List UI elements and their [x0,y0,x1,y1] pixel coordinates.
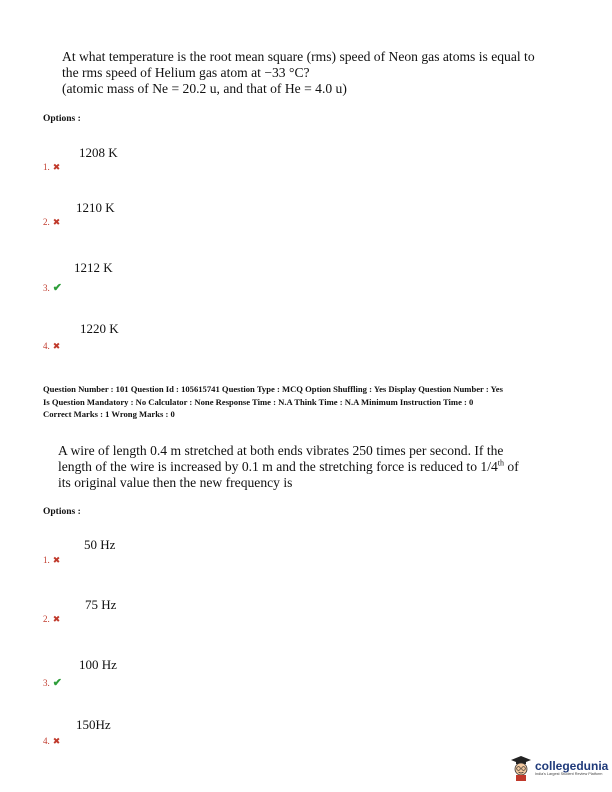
option-number: 2. [43,614,50,624]
question-2-line-2 [58,459,519,475]
option-number: 1. [43,162,50,172]
question-2-option-3-value: 100 Hz [79,657,117,672]
wrong-icon: ✖ [52,162,61,172]
graduate-mascot-icon [510,755,532,781]
question-1-option-4-value: 1220 K [80,321,119,336]
option-number: 4. [43,341,50,351]
question-2-option-2-number [43,614,60,625]
question-1-option-3-value: 1212 K [74,260,113,275]
correct-check-icon: ✔ [52,677,62,689]
question-1-option-2-value: 1210 K [76,200,115,215]
question-2-option-1-value: 50 Hz [84,537,116,552]
logo-text [535,760,608,777]
question-1-option-3-number [43,281,62,294]
question-2-line-1: A wire of length 0.4 m stretched at both ends vibrates 250 times per second. If the [58,443,504,458]
wrong-icon: ✖ [52,341,61,351]
question-meta-line-1: Question Number : 101 Question Id : 105615741 Question Type : MCQ Option Shuffling : Yes Display Question Number : Yes [43,384,503,394]
question-2-line-2-main: length of the wire is increased by 0.1 m and the stretching force is reduced to 1/4 [58,459,498,474]
question-1-options-label: Options : [43,114,81,124]
option-number: 3. [43,678,50,688]
logo-tagline: India's Largest Student Review Platform [535,771,603,776]
logo-name: collegedunia [535,758,609,773]
question-2-text [58,443,519,491]
question-1-line-3: (atomic mass of Ne = 20.2 u, and that of He = 4.0 u) [62,81,347,96]
question-2-option-1-number [43,555,60,566]
question-1-option-2-number [43,217,60,228]
option-number: 4. [43,736,50,746]
wrong-icon: ✖ [52,614,61,624]
question-1-option-4-number [43,341,60,352]
question-meta-line-2: Is Question Mandatory : No Calculator : None Response Time : N.A Think Time : N.A Minimum Instruction Time : 0 [43,396,474,407]
question-1-line-2: the rms speed of Helium gas atom at −33 °C? [62,65,310,80]
wrong-icon: ✖ [52,736,61,746]
wrong-icon: ✖ [52,217,61,227]
option-number: 2. [43,217,50,227]
question-1-line-1: At what temperature is the root mean square (rms) speed of Neon gas atoms is equal to [62,49,535,64]
question-2-option-4-value: 150Hz [76,717,111,732]
superscript-th: th [497,458,505,468]
question-1-option-1-value: 1208 K [79,145,118,160]
option-number: 3. [43,283,50,293]
question-1-text [62,49,535,97]
collegedunia-logo [510,752,610,784]
question-meta-line-3: Correct Marks : 1 Wrong Marks : 0 [43,409,175,419]
question-2-option-4-number [43,736,60,747]
question-2-option-2-value: 75 Hz [85,597,117,612]
question-meta [43,383,603,421]
wrong-icon: ✖ [52,555,61,565]
question-1-option-1-number [43,162,60,173]
question-2-line-2-end: of [504,459,519,474]
correct-check-icon: ✔ [52,282,62,294]
question-2-option-3-number [43,676,62,689]
question-2-line-3: its original value then the new frequency is [58,475,293,490]
option-number: 1. [43,555,50,565]
question-2-options-label: Options : [43,507,81,517]
